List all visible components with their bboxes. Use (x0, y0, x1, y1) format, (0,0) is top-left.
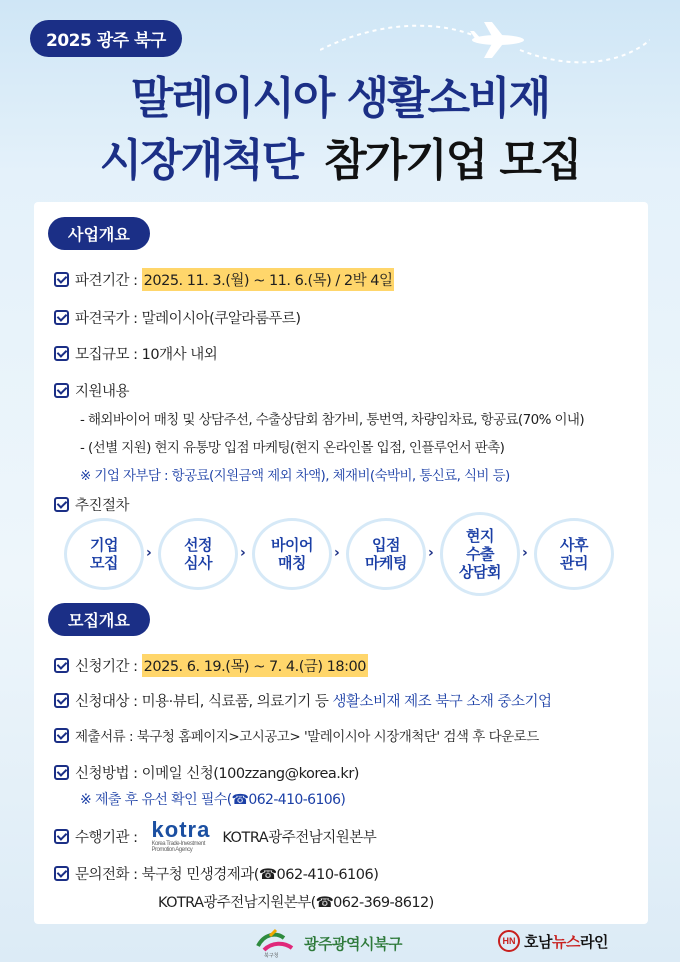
agency-label: 수행기관 : (75, 829, 138, 846)
checkbox-icon (54, 829, 69, 844)
period-value: 2025. 11. 3.(월) ~ 11. 6.(목) / 2박 4일 (142, 268, 395, 291)
kotra-logo-sub1: Korea Trade-Investment (151, 841, 205, 847)
contact-1: 문의전화 : 북구청 민생경제과(☎062-410-6106) (75, 867, 379, 883)
checkbox-icon (54, 658, 69, 673)
title-line-2 (0, 124, 680, 188)
kotra-logo-text: kotra (151, 817, 211, 842)
period-row (54, 268, 394, 291)
step-4 (346, 518, 426, 590)
honam-news-name-c: 라인 (579, 932, 608, 951)
target-row (54, 690, 552, 711)
docs-text: 제출서류 : 북구청 홈페이지>고시공고> '말레이시아 시장개척단' 검색 후 다운로드 (75, 729, 539, 745)
checkbox-icon (54, 497, 69, 512)
agency-name: KOTRA광주전남지원본부 (222, 829, 377, 846)
bukgu-name: 광주광역시북구 (304, 934, 402, 953)
support-item-2: - (선별 지원) 현지 유통망 입점 마케팅(현지 온라인몰 입점, 인플루언서 판촉) (80, 440, 505, 456)
step-4-label: 입점 마케팅 (365, 536, 407, 572)
honam-news-name-a: 호남 (524, 932, 552, 951)
checkbox-icon (54, 272, 69, 287)
bukgu-logo-text: 북구청 (264, 953, 279, 958)
title-line-2-b: 참가기업 모집 (324, 135, 581, 186)
period-label: 파견기간 : (75, 273, 138, 289)
section-recruit-header: 모집개요 (48, 603, 150, 636)
checkbox-icon (54, 310, 69, 325)
year-badge: 2025 광주 북구 (30, 20, 182, 57)
honam-news-name (524, 931, 608, 952)
checkbox-icon (54, 693, 69, 708)
scale-text: 모집규모 : 10개사 내외 (75, 347, 218, 363)
process-label: 추진절차 (75, 498, 130, 514)
country-text: 파견국가 : 말레이시아(쿠알라룸푸르) (75, 311, 301, 327)
support-row (54, 380, 129, 401)
kotra-logo (152, 819, 211, 853)
chevron-right-icon: › (428, 545, 434, 561)
country-row (54, 307, 301, 328)
step-3 (252, 518, 332, 590)
bukgu-emblem-icon (254, 928, 298, 958)
step-6-label: 사후 관리 (560, 536, 588, 572)
apply-period-value: 2025. 6. 19.(목) ~ 7. 4.(금) 18:00 (142, 654, 368, 677)
title-line-2-a: 시장개척단 (99, 135, 303, 186)
step-2-label: 선정 심사 (184, 536, 212, 572)
hn-logo-icon: HN (498, 930, 520, 952)
honam-news-logo (498, 930, 608, 952)
method-note: ※ 제출 후 유선 확인 필수(☎062-410-6106) (80, 792, 346, 808)
chevron-right-icon: › (146, 545, 152, 561)
method-row (54, 762, 359, 783)
step-5 (440, 512, 520, 596)
title-line-1: 말레이시아 생활소비재 (130, 73, 550, 124)
kotra-logo-sub2: Promotion Agency (151, 847, 193, 853)
contact-row (54, 863, 378, 884)
support-note: ※ 기업 자부담 : 항공료(지원금액 제외 차액), 체재비(숙박비, 통신료, 식비 등) (80, 468, 510, 484)
checkbox-icon (54, 866, 69, 881)
method-text: 신청방법 : 이메일 신청(100zzang@korea.kr) (75, 766, 359, 782)
honam-news-name-b: 뉴스 (551, 932, 580, 951)
support-item-1: - 해외바이어 매칭 및 상담주선, 수출상담회 참가비, 통번역, 차량임차료, 항공료(70% 이내) (80, 412, 585, 428)
step-1 (64, 518, 144, 590)
chevron-right-icon: › (522, 545, 528, 561)
checkbox-icon (54, 383, 69, 398)
step-3-label: 바이어 매칭 (271, 536, 313, 572)
checkbox-icon (54, 346, 69, 361)
checkbox-icon (54, 728, 69, 743)
apply-period-row (54, 654, 368, 677)
process-row (54, 494, 129, 515)
step-2 (158, 518, 238, 590)
agency-row (54, 819, 376, 853)
target-label: 신청대상 : 미용·뷰티, 식료품, 의료기기 등 (75, 694, 333, 710)
bukgu-logo (254, 928, 402, 958)
step-1-label: 기업 모집 (90, 536, 118, 572)
chevron-right-icon: › (240, 545, 246, 561)
docs-row (54, 725, 539, 745)
scale-row (54, 343, 217, 364)
chevron-right-icon: › (334, 545, 340, 561)
section-business-header: 사업개요 (48, 217, 150, 250)
target-value: 생활소비재 제조 북구 소재 중소기업 (332, 694, 552, 710)
step-5-label: 현지 수출 상담회 (459, 527, 501, 581)
apply-period-label: 신청기간 : (75, 659, 138, 675)
step-6 (534, 518, 614, 590)
support-label: 지원내용 (75, 384, 130, 400)
checkbox-icon (54, 765, 69, 780)
contact-2: KOTRA광주전남지원본부(☎062-369-8612) (158, 895, 434, 911)
